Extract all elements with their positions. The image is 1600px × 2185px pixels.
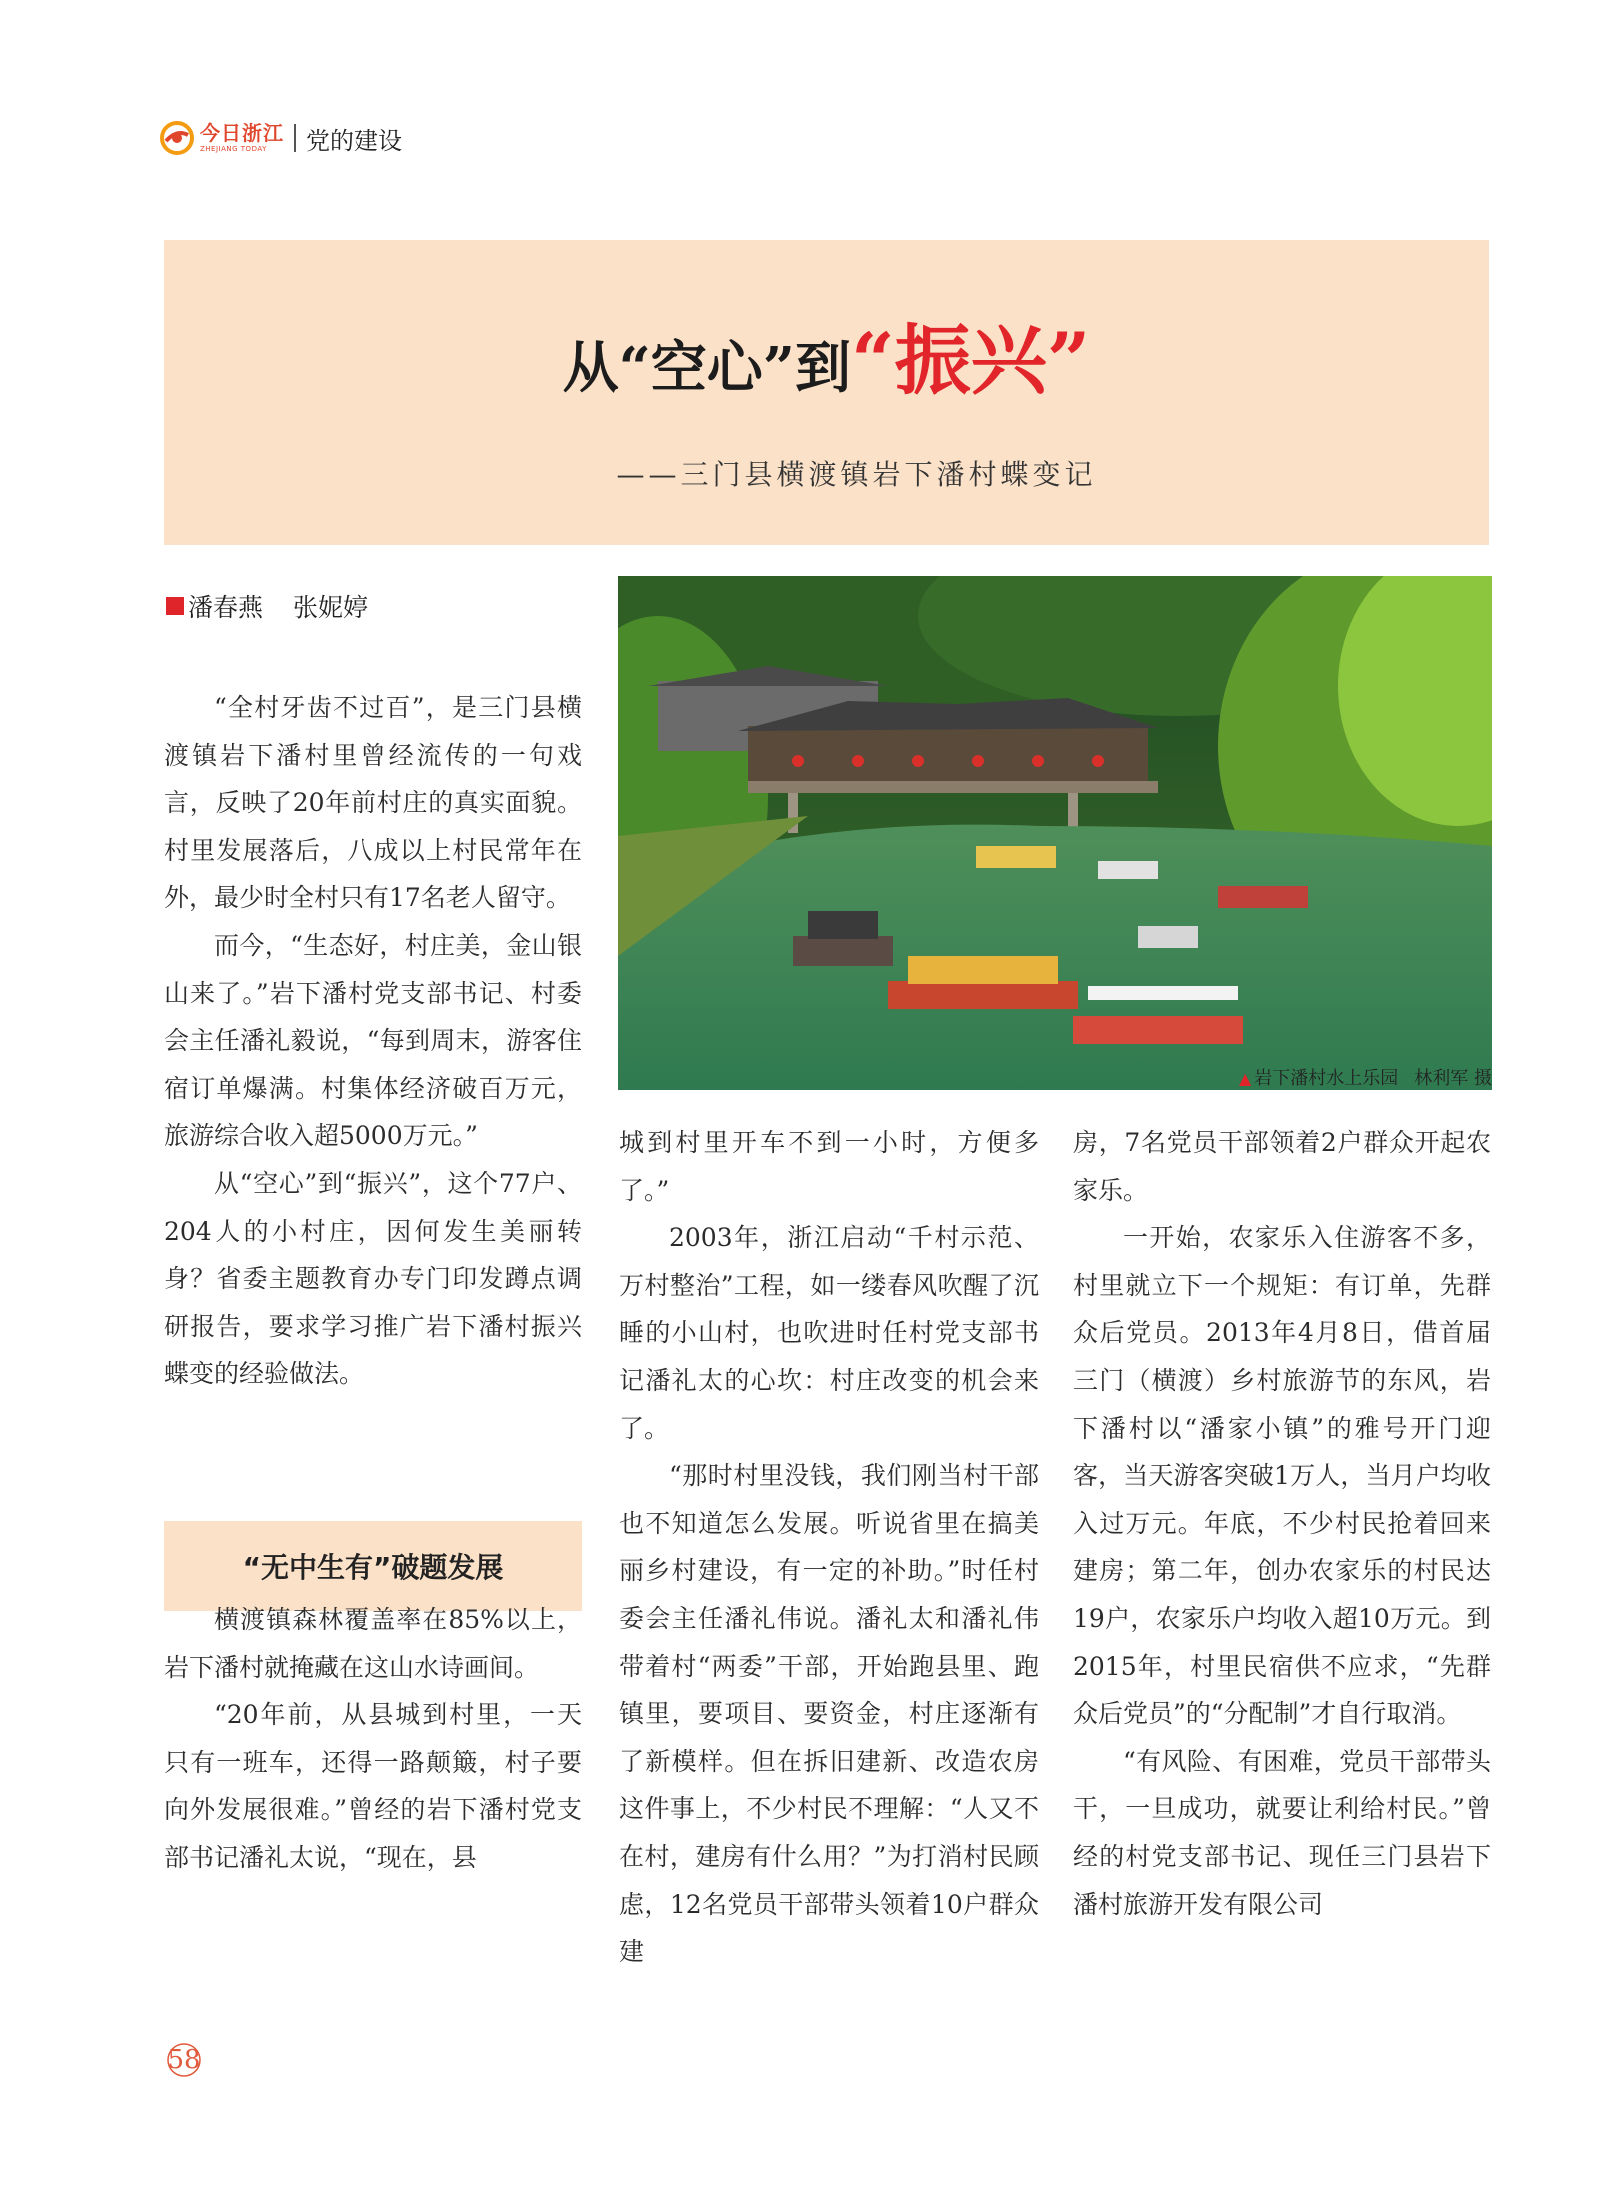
header-divider (294, 124, 296, 152)
paragraph: “全村牙齿不过百”，是三门县横渡镇岩下潘村里曾经流传的一句戏言，反映了20年前村庄的真实面貌。村里发展落后，八成以上村民常年在外，最少时全村只有17名老人留守。 (164, 693, 582, 913)
author-name: 张妮婷 (293, 593, 369, 622)
text-column-1 (164, 684, 582, 1398)
byline (166, 588, 368, 624)
paragraph: 房，7名党员干部领着2户群众开起农家乐。 (1073, 1128, 1491, 1205)
paragraph: 而今，“生态好，村庄美，金山银山来了。”岩下潘村党支部书记、村委会主任潘礼毅说，“每到周末，游客住宿订单爆满。村集体经济破百万元，旅游综合收入超5000万元。” (164, 930, 582, 1151)
brand-logo-icon (160, 121, 194, 155)
article-photo (618, 576, 1492, 1090)
paragraph: 城到村里开车不到一小时，方便多了。” (619, 1128, 1039, 1205)
page-number (164, 2040, 204, 2080)
paragraph: 一开始，农家乐入住游客不多，村里就立下一个规矩：有订单，先群众后党员。2013年4月8日，借首届三门（横渡）乡村旅游节的东风，岩下潘村以“潘家小镇”的雅号开门迎客，当天游客突破1万人，当月户均收入过万元。年底，不少村民抢着回来建房；第二年，创办农家乐的村民达19户，农家乐户均收入超10万元。到2015年，村里民宿供不应求，“先群众后党员”的“分配制”才自行取消。 (1073, 1223, 1491, 1729)
article-subtitle: ——三门县横渡镇岩下潘村蝶变记 (616, 458, 1097, 491)
article-title (164, 300, 1489, 409)
author-name: 潘春燕 (188, 593, 264, 622)
brand-name: 今日浙江 (200, 121, 284, 145)
title-part1: 从“空心”到 (562, 335, 851, 401)
section-subheading: “无中生有”破题发展 (164, 1521, 582, 1611)
water-park-photo (618, 576, 1492, 1090)
paragraph: “那时村里没钱，我们刚当村干部也不知道怎么发展。听说省里在搞美丽乡村建设，有一定的补助。”时任村委会主任潘礼伟说。潘礼太和潘礼伟带着村“两委”干部，开始跑县里、跑镇里，要项目、要资金，村庄逐渐有了新模样。但在拆旧建新、改造农房这件事上，不少村民不理解：“人又不在村，建房有什么用？”为打消村民顾虑，12名党员干部带头领着10户群众建 (619, 1461, 1039, 1967)
photo-caption (1239, 1064, 1492, 1090)
text-column-2 (619, 1119, 1039, 1976)
photo-credit: 林利军 摄 (1414, 1068, 1492, 1089)
section-label: 党的建设 (306, 126, 402, 155)
paragraph: “有风险、有困难，党员干部带头干，一旦成功，就要让利给村民。”曾经的村党支部书记、现任三门县岩下潘村旅游开发有限公司 (1073, 1746, 1491, 1919)
brand-name-en: ZHEJIANG TODAY (200, 145, 267, 153)
title-accent: “振兴” (850, 316, 1091, 405)
caption-triangle-icon: ▲ (1238, 1069, 1252, 1088)
title-banner (164, 240, 1489, 545)
caption-text: 岩下潘村水上乐园 (1254, 1068, 1399, 1089)
paragraph: 2003年，浙江启动“千村示范、万村整治”工程，如一缕春风吹醒了沉睡的小山村，也吹进时任村党支部书记潘礼太的心坎：村庄改变的机会来了。 (619, 1223, 1039, 1443)
page-number-text: 58 (167, 2045, 201, 2075)
magazine-header (160, 118, 402, 158)
paragraph: “20年前，从县城到村里，一天只有一班车，还得一路颠簸，村子要向外发展很难。”曾经的岩下潘村党支部书记潘礼太说，“现在，县 (164, 1700, 582, 1872)
text-column-1-lower (164, 1596, 582, 1882)
byline-marker-icon (166, 597, 184, 615)
text-column-3 (1073, 1119, 1491, 1928)
paragraph: 从“空心”到“振兴”，这个77户、204人的小村庄，因何发生美丽转身？省委主题教育办专门印发蹲点调研报告，要求学习推广岩下潘村振兴蝶变的经验做法。 (164, 1168, 582, 1389)
paragraph: 横渡镇森林覆盖率在85%以上，岩下潘村就掩藏在这山水诗画间。 (164, 1605, 582, 1682)
